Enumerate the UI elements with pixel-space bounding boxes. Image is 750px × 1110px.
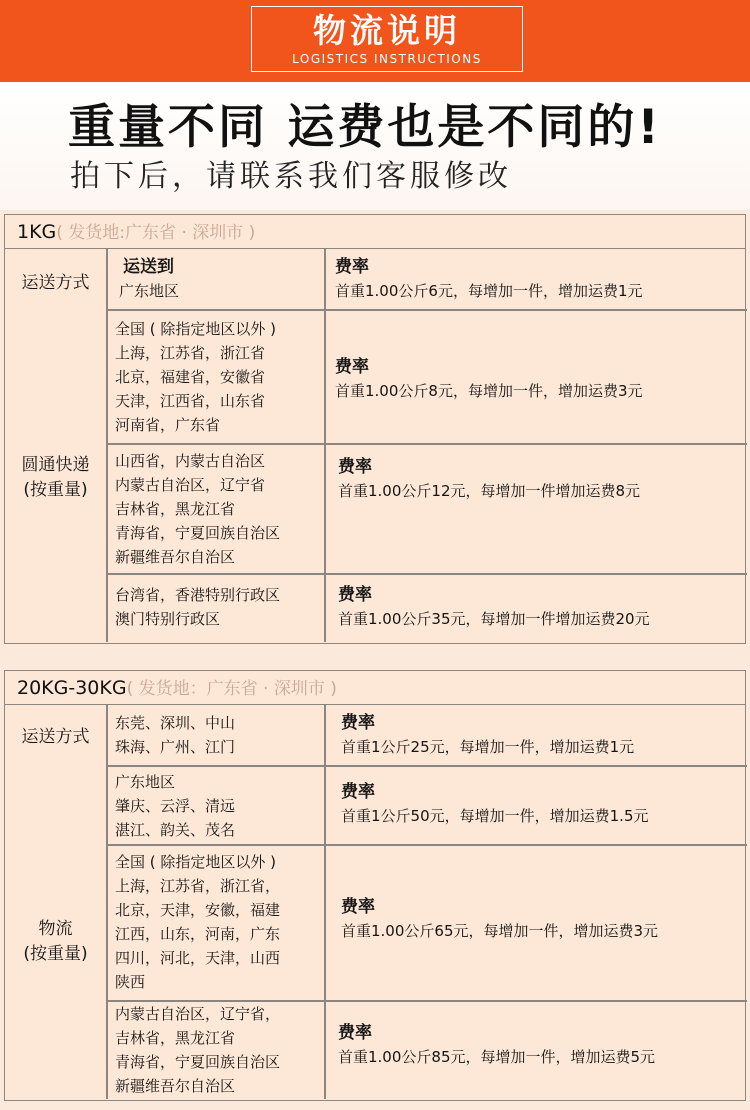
shipping-method-label: 运送方式 — [21, 273, 90, 293]
table-20-30kg-weight: 20KG-30KG — [17, 677, 127, 699]
dest-text: 广东地区 肇庆、云浮、清远 湛江、韵关、茂名 — [115, 773, 236, 839]
rate-label: 费率 — [338, 585, 372, 605]
hero-subline: 拍下后，请联系我们客服修改 — [70, 159, 512, 194]
table-divider — [5, 309, 106, 311]
rate-table-1kg — [4, 214, 746, 644]
carrier-label: 物流 (按重量) — [23, 919, 88, 964]
hero-headline: 重量不同 运费也是不同的! — [68, 100, 662, 155]
rate-label: 费率 — [341, 713, 375, 733]
rate-label: 费率 — [341, 782, 375, 802]
table-1kg-grid — [5, 249, 745, 642]
banner-title: 物流说明 — [313, 11, 461, 50]
dest-text: 台湾省，香港特别行政区 澳门特别行政区 — [115, 586, 281, 628]
dest-text: 广东地区 — [119, 282, 180, 300]
table-20-30kg-grid — [5, 705, 745, 1099]
table-divider — [106, 443, 747, 445]
header-banner — [0, 0, 750, 82]
table-divider — [106, 765, 747, 767]
rate-cell — [335, 255, 743, 303]
carrier-label: 圆通快递 (按重量) — [21, 455, 90, 500]
table-row — [119, 255, 319, 303]
dest-text: 内蒙古自治区，辽宁省， 吉林省，黑龙江省 青海省，宁夏回族自治区 新疆维吾尔自治区 — [115, 1005, 281, 1095]
table-divider — [106, 249, 108, 642]
table-20-30kg-header — [5, 671, 745, 705]
shipping-method-label: 运送方式 — [21, 727, 90, 747]
table-divider — [324, 249, 326, 642]
rate-text: 首重1.00公斤35元，每增加一件增加运费20元 — [338, 610, 650, 628]
rate-cell — [341, 780, 745, 828]
banner-title-box — [251, 6, 523, 72]
table-1kg-weight: 1KG — [17, 221, 57, 243]
rate-cell — [338, 455, 746, 503]
rate-label: 费率 — [338, 1023, 372, 1043]
rate-cell — [338, 583, 746, 631]
rate-text: 首重1.00公斤12元，每增加一件增加运费8元 — [338, 482, 641, 500]
rate-text: 首重1.00公斤6元，每增加一件，增加运费1元 — [335, 282, 643, 300]
dest-text: 全国 ( 除指定地区以外 ) 上海，江苏省，浙江省， 北京，天津，安徽，福建 江西，山东，河南，广东 四川，河北，天津，山西 陕西 — [115, 853, 281, 991]
rate-label: 费率 — [335, 257, 369, 277]
table-divider — [106, 844, 747, 846]
dest-header-title: 运送到 — [123, 257, 174, 277]
rate-cell — [338, 1021, 742, 1069]
rate-cell — [341, 711, 745, 759]
table-divider — [106, 309, 747, 311]
rate-text: 首重1.00公斤8元，每增加一件，增加运费3元 — [335, 382, 643, 400]
table-1kg-header — [5, 215, 745, 249]
table-divider — [106, 573, 747, 575]
dest-text: 全国 ( 除指定地区以外 ) 上海，江苏省，浙江省 北京，福建省，安徽省 天津，江西省，山东省 河南省，广东省 — [115, 320, 277, 434]
rate-text: 首重1.00公斤85元，每增加一件，增加运费5元 — [338, 1048, 656, 1066]
rate-cell — [335, 355, 743, 403]
rate-label: 费率 — [341, 897, 375, 917]
dest-text: 东莞、深圳、中山 珠海、广州、江门 — [115, 714, 236, 756]
rate-text: 首重1公斤25元，每增加一件，增加运费1元 — [341, 738, 635, 756]
rate-text: 首重1公斤50元，每增加一件，增加运费1.5元 — [341, 807, 649, 825]
rate-table-20-30kg — [4, 670, 746, 1101]
rate-label: 费率 — [338, 457, 372, 477]
rate-cell — [341, 895, 745, 943]
table-20-30kg-origin: ( 发货地：广东省 · 深圳市 ) — [126, 679, 337, 699]
table-1kg-origin: ( 发货地:广东省 · 深圳市 ) — [56, 223, 256, 243]
rate-label: 费率 — [335, 357, 369, 377]
rate-text: 首重1.00公斤65元，每增加一件，增加运费3元 — [341, 922, 659, 940]
dest-text: 山西省，内蒙古自治区 内蒙古自治区，辽宁省 吉林省，黑龙江省 青海省，宁夏回族自治区 新疆维吾尔自治区 — [115, 452, 281, 566]
hero-section — [0, 82, 750, 210]
banner-subtitle: LOGISTICS INSTRUCTIONS — [292, 52, 482, 66]
